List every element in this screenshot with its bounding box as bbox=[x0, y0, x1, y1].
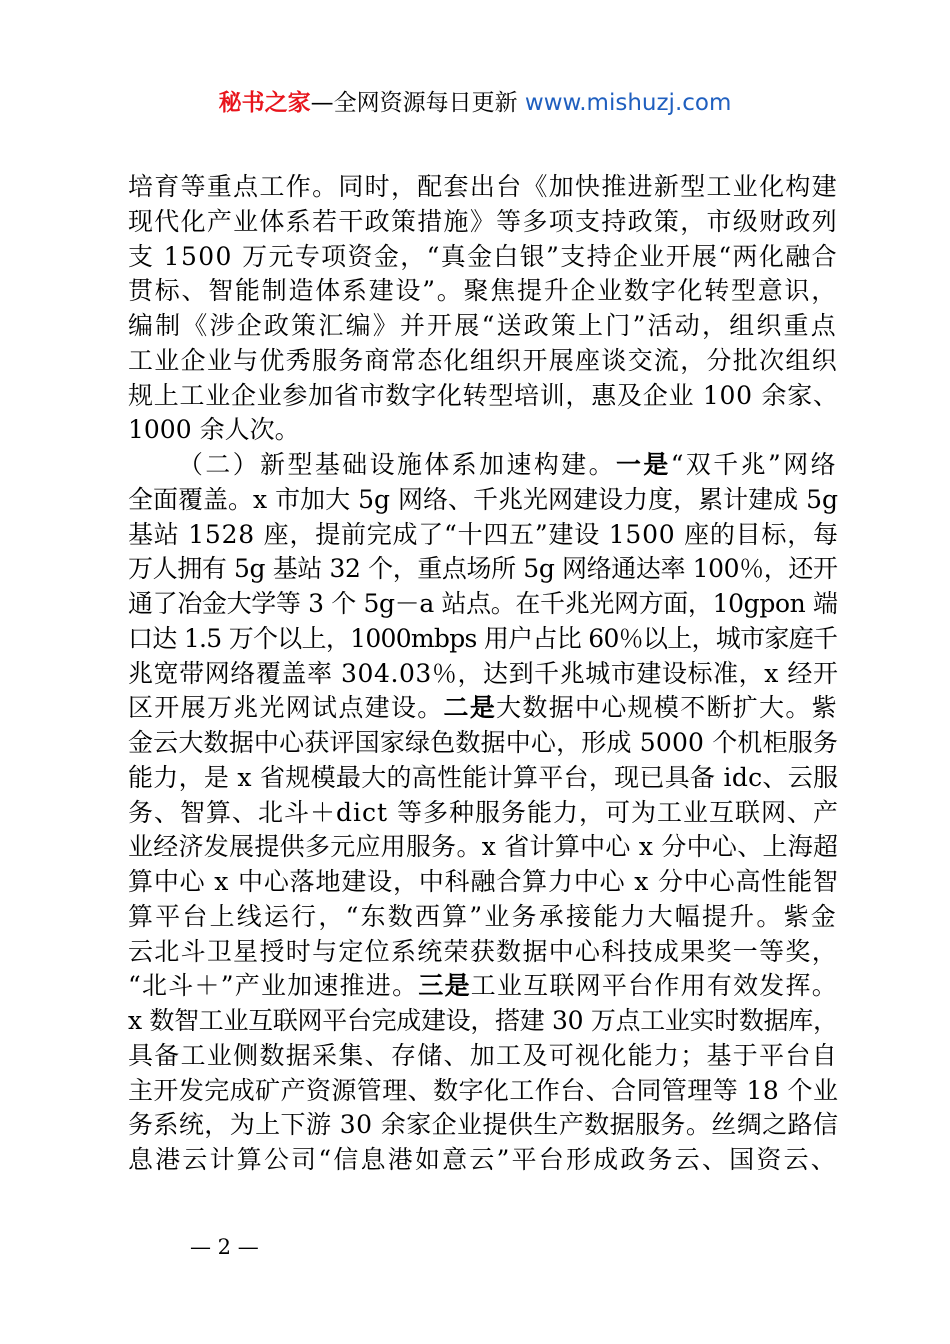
bold-text-run: 一是 bbox=[615, 450, 671, 479]
bold-text-run: 三是 bbox=[418, 971, 471, 1001]
text-run: 万人拥有 5g 基站 32 个，重点场所 5g 网络通达率 100％，还开 bbox=[128, 554, 838, 584]
text-run: 通了冶金大学等 3 个 5g－a 站点。在千兆光网方面，10gpon 端 bbox=[128, 589, 838, 618]
text-run: 具备工业侧数据采集、存储、加工及可视化能力；基于平台自 bbox=[128, 1040, 839, 1070]
text-line bbox=[128, 1004, 838, 1039]
text-run: 区开展万兆光网试点建设。 bbox=[128, 693, 444, 723]
text-run: （二）新型基础设施体系加速构建。 bbox=[178, 450, 616, 479]
text-run: 全面覆盖。x 市加大 5g 网络、千兆光网建设力度，累计建成 5g bbox=[128, 484, 839, 514]
site-tagline: —全网资源每日更新 bbox=[310, 90, 525, 116]
text-line bbox=[128, 587, 838, 622]
text-run: 基站 1528 座，提前完成了“十四五”建设 1500 座的目标，每 bbox=[128, 519, 839, 549]
text-run: 工业企业与优秀服务商常态化组织开展座谈交流，分批次组织 bbox=[128, 345, 839, 375]
text-line bbox=[128, 622, 838, 657]
site-url-link[interactable]: www.mishuzj.com bbox=[524, 90, 732, 116]
text-line bbox=[128, 969, 838, 1004]
text-line bbox=[128, 274, 838, 309]
text-run: 算平台上线运行，“东数西算”业务承接能力大幅提升。紫金 bbox=[128, 901, 838, 931]
text-line bbox=[128, 1039, 838, 1074]
text-line bbox=[128, 205, 838, 240]
text-line bbox=[128, 900, 838, 935]
text-run: 务、智算、北斗＋dict 等多种服务能力，可为工业互联网、产 bbox=[128, 797, 839, 827]
text-run: 息港云计算公司“信息港如意云”平台形成政务云、国资云、 bbox=[128, 1145, 838, 1174]
text-line bbox=[128, 1108, 838, 1143]
text-run: 口达 1.5 万个以上，1000mbps 用户占比 60％以上，城市家庭千 bbox=[128, 623, 838, 653]
text-run: 现代化产业体系若干政策措施》等多项支持政策，市级财政列 bbox=[128, 206, 839, 236]
text-run: 规上工业企业参加省市数字化转型培训，惠及企业 100 余家、 bbox=[128, 380, 839, 410]
text-line bbox=[128, 657, 838, 692]
text-run: 工业互联网平台作用有效发挥。 bbox=[470, 971, 838, 1001]
text-run: 主开发完成矿产资源管理、数字化工作台、合同管理等 18 个业 bbox=[128, 1075, 839, 1105]
text-run: 业经济发展提供多元应用服务。x 省计算中心 x 分中心、上海超 bbox=[128, 832, 839, 862]
text-line bbox=[128, 309, 838, 344]
text-run: 兆宽带网络覆盖率 304.03％，达到千兆城市建设标准，x 经开 bbox=[128, 658, 839, 688]
text-line bbox=[128, 691, 838, 726]
text-line bbox=[128, 726, 838, 761]
site-brand: 秘书之家 bbox=[218, 90, 311, 116]
text-line bbox=[128, 170, 838, 205]
page-number: — 2 — bbox=[190, 1235, 259, 1259]
text-line bbox=[128, 518, 838, 553]
text-run: 支 1500 万元专项资金，“真金白银”支持企业开展“两化融合 bbox=[128, 241, 838, 271]
text-run: 金云大数据中心获评国家绿色数据中心，形成 5000 个机柜服务 bbox=[128, 728, 839, 757]
text-run: x 数智工业互联网平台完成建设，搭建 30 万点工业实时数据库， bbox=[128, 1006, 838, 1035]
text-line bbox=[128, 483, 838, 518]
text-run: 云北斗卫星授时与定位系统荣获数据中心科技成果奖一等奖， bbox=[128, 936, 839, 966]
text-run: 1000 余人次。 bbox=[128, 415, 300, 445]
text-line bbox=[128, 240, 838, 275]
text-line bbox=[128, 1074, 838, 1109]
text-run: 算中心 x 中心落地建设，中科融合算力中心 x 分中心高性能智 bbox=[128, 867, 839, 896]
text-run: 培育等重点工作。同时，配套出台《加快推进新型工业化构建 bbox=[128, 172, 839, 201]
text-line bbox=[128, 761, 838, 796]
text-run: 贯标、智能制造体系建设”。聚焦提升企业数字化转型意识， bbox=[128, 276, 838, 306]
text-run: 能力，是 x 省规模最大的高性能计算平台，现已具备 idc、云服 bbox=[128, 762, 839, 792]
text-run: “北斗＋”产业加速推进。 bbox=[128, 971, 419, 1001]
site-header bbox=[0, 86, 950, 120]
text-line bbox=[128, 1143, 838, 1178]
bold-text-run: 二是 bbox=[443, 693, 497, 723]
text-run: “双千兆”网络 bbox=[670, 450, 839, 479]
text-line bbox=[128, 552, 838, 587]
text-run: 务系统，为上下游 30 余家企业提供生产数据服务。丝绸之路信 bbox=[128, 1110, 839, 1140]
text-line bbox=[128, 865, 838, 900]
text-line bbox=[128, 935, 838, 970]
text-line bbox=[128, 796, 838, 831]
text-line bbox=[128, 344, 838, 379]
text-run: 编制《涉企政策汇编》并开展“送政策上门”活动，组织重点 bbox=[128, 311, 838, 340]
text-line bbox=[128, 413, 838, 448]
text-line bbox=[128, 379, 838, 414]
text-line bbox=[128, 830, 838, 865]
text-line bbox=[128, 448, 838, 483]
document-body bbox=[128, 170, 838, 1178]
text-run: 大数据中心规模不断扩大。紫 bbox=[496, 693, 838, 723]
